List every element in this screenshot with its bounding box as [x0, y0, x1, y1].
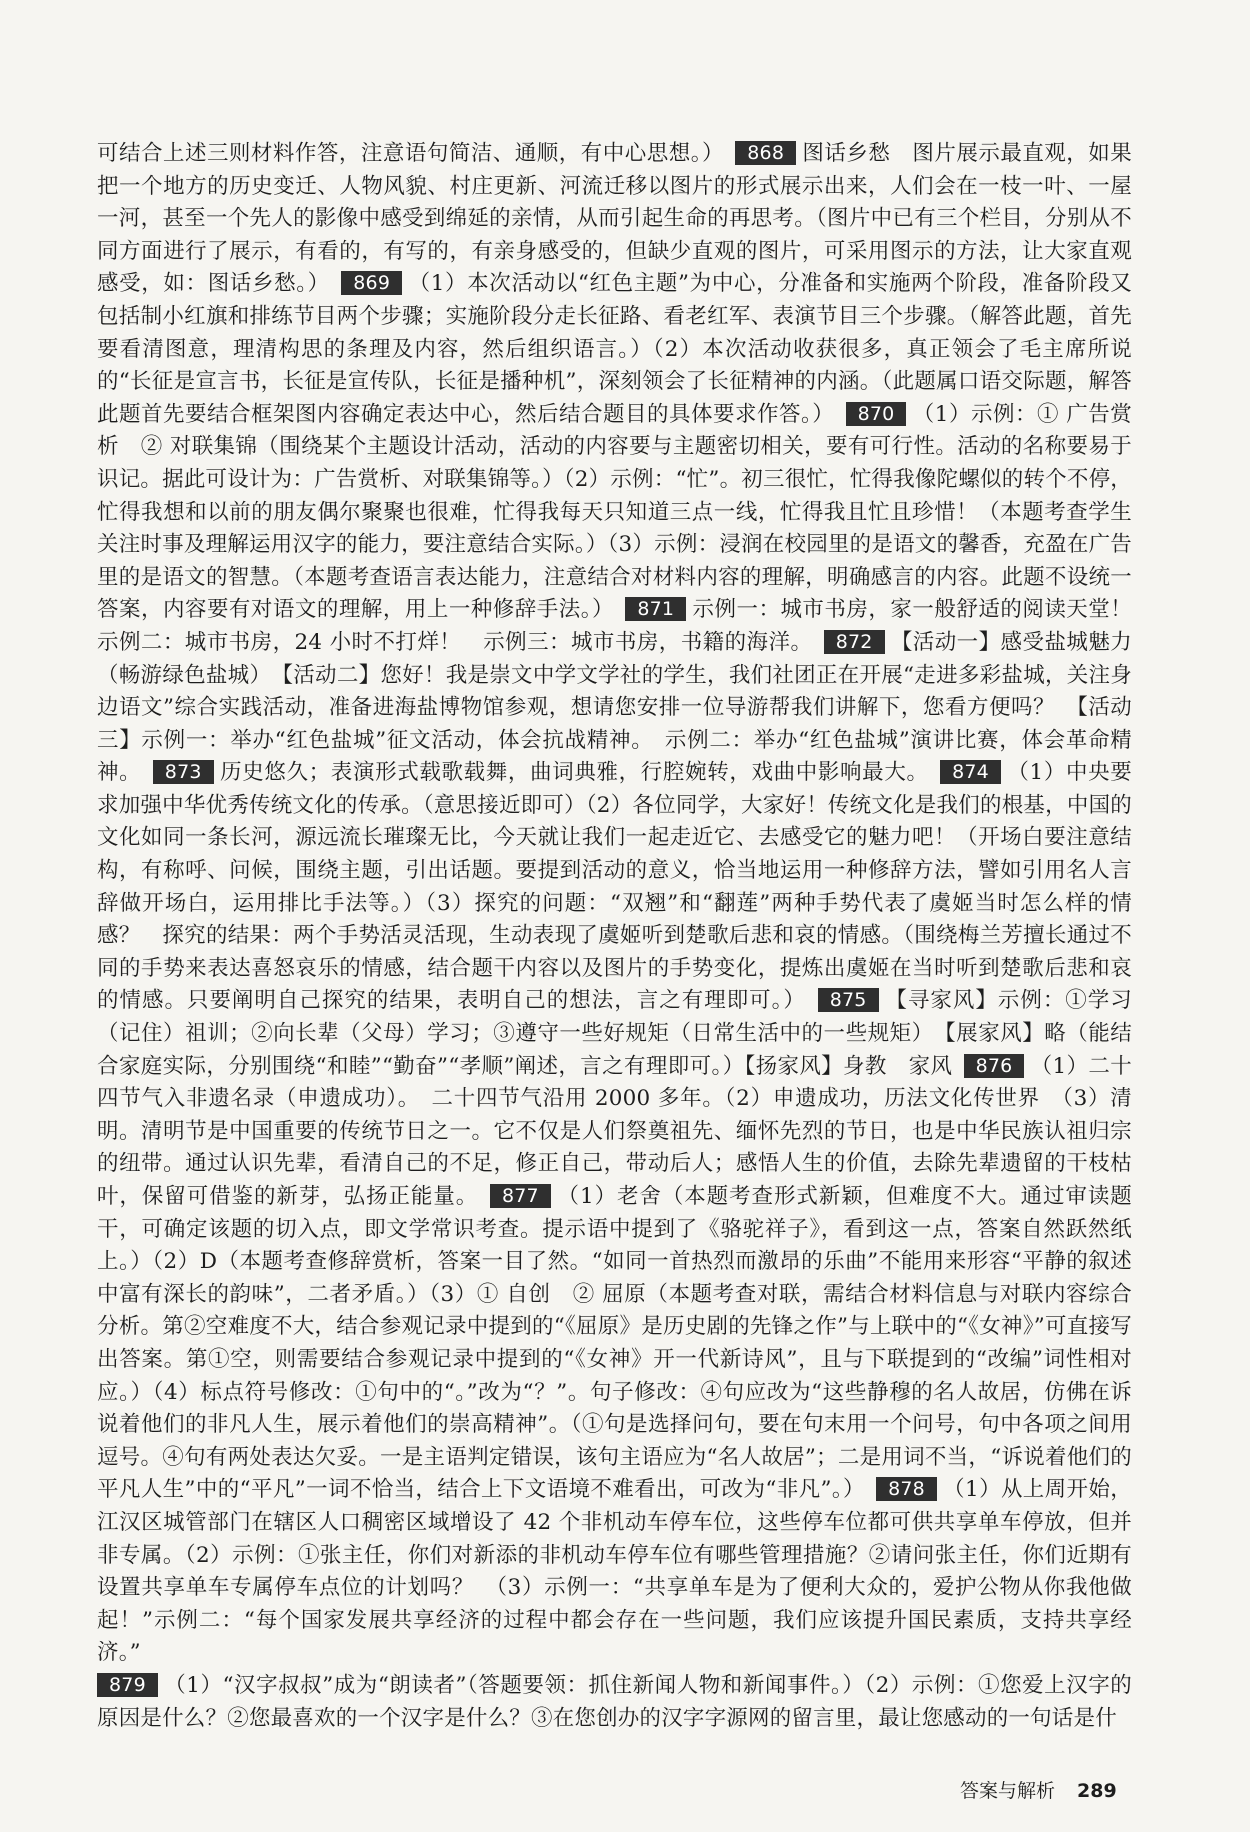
answer-number-877: 877 — [490, 1184, 551, 1208]
answer-number-873: 873 — [153, 760, 214, 784]
answer-number-879: 879 — [97, 1673, 158, 1697]
answer-number-876: 876 — [964, 1054, 1025, 1078]
answer-text-block — [97, 138, 1154, 1735]
answer-number-870: 870 — [846, 402, 907, 426]
answer-text-877: （1）老舍（本题考查形式新颖，但难度不大。通过审读题干，可确定该题的切入点，即文学常识考查。提示语中提到了《骆驼祥子》，看到这一点，答案自然跃然纸上。）（2）D（本题考查修辞赏析，答案一目了然。“如同一首热烈而激昂的乐曲”不能用来形容“平静的叙述中富有深长的韵味”，二者矛盾。）（3）① 自创 ② 屈原（本题考查对联，需结合材料信息与对联内容综合分析。第②空难度不大，结合参观记录中提到的“《屈原》是历史剧的先锋之作”与上联中的“《女神》”可直接写出答案。第①空，则需要结合参观记录中提到的“《女神》开一代新诗风”，且与下联提到的“改编”词性相对应。）（4）标点符号修改：①句中的“。”改为“？”。句子修改：④句应改为“这些静穆的名人故居，仿佛在诉说着他们的非凡人生，展示着他们的崇高精神”。（①句是选择问句，要在句末用一个问号，句中各项之间用逗号。④句有两处表达欠妥。一是主语判定错误，该句主语应为“名人故居”；二是用词不当，“诉说着他们的平凡人生”中的“平凡”一词不恰当，结合上下文语境不难看出，可改为“非凡”。） — [97, 1184, 1132, 1503]
answer-number-874: 874 — [940, 760, 1001, 784]
answer-text-871: 示例一：城市书房，家一般舒适的阅读天堂！ 示例二：城市书房，24 小时不打烊！ 示例三：城市书房，书籍的海洋。 — [97, 597, 1154, 655]
answer-number-871: 871 — [625, 597, 686, 621]
answer-text-870: （1）示例：① 广告赏析 ② 对联集锦（围绕某个主题设计活动，活动的内容要与主题密切相关，要有可行性。活动的名称要易于识记。据此可设计为：广告赏析、对联集锦等。）（2）示例：“忙”。初三很忙，忙得我像陀螺似的转个不停，忙得我想和以前的朋友偶尔聚聚也很难，忙得我每天只知道三点一线，忙得我且忙且珍惜！（本题考查学生关注时事及理解运用汉字的能力，要注意结合实际。）（3）示例：浸润在校园里的是语文的馨香，充盈在广告里的是语文的智慧。（本题考查语言表达能力，注意结合对材料内容的理解，明确感言的内容。此题不设统一答案，内容要有对语文的理解，用上一种修辞手法。） — [97, 401, 1132, 623]
page-number: 289 — [1077, 1780, 1117, 1802]
answer-text-878: （1）从上周开始，江汉区城管部门在辖区人口稠密区域增设了 42 个非机动车停车位，这些停车位都可供共享单车停放，但并非专属。（2）示例：①张主任，你们对新添的非机动车停车位有哪些管理措施？②请问张主任，你们近期有设置共享单车专属停车点位的计划吗？ （3）示例一：“共享单车是为了便利大众的，爱护公物从你我他做起！”示例二：“每个国家发展共享经济的过程中都会存在一些问题，我们应该提升国民素质，支持共享经济。” — [97, 1477, 1133, 1666]
answer-text-875: 【寻家风】示例：①学习（记住）祖训；②向长辈（父母）学习；③遵守一些好规矩（日常生活中的一些规矩） 【展家风】略（能结合家庭实际，分别围绕“和睦”“勤奋”“孝顺”阐述，言之有理即可。）【扬家风】身教 家风 — [97, 988, 1132, 1079]
answer-number-878: 878 — [876, 1477, 937, 1501]
answer-text-874: （1）中央要求加强中华优秀传统文化的传承。（意思接近即可）（2）各位同学，大家好！传统文化是我们的根基，中国的文化如同一条长河，源远流长璀璨无比，今天就让我们一起走近它、去感受它的魅力吧！（开场白要注意结构，有称呼、问候，围绕主题，引出话题。要提到活动的意义，恰当地运用一种修辞方法，譬如引用名人言辞做开场白，运用排比手法等。）（3）探究的问题：“双翘”和“翻莲”两种手势代表了虞姬当时怎么样的情感？ 探究的结果：两个手势活灵活现，生动表现了虞姬听到楚歌后悲和哀的情感。（围绕梅兰芳擅长通过不同的手势来表达喜怒哀乐的情感，结合题干内容以及图片的手势变化，提炼出虞姬在当时听到楚歌后悲和哀的情感。只要阐明自己探究的结果，表明自己的想法，言之有理即可。） — [97, 760, 1132, 1014]
answer-number-875: 875 — [818, 988, 879, 1012]
answer-text-869: （1）本次活动以“红色主题”为中心，分准备和实施两个阶段，准备阶段又包括制小红旗和排练节目两个步骤；实施阶段分走长征路、看老红军、表演节目三个步骤。（解答此题，首先要看清图意，理清构思的条理及内容，然后组织语言。）（2）本次活动收获很多，真正领会了毛主席所说的“长征是宣言书，长征是宣传队，长征是播种机”，深刻领会了长征精神的内涵。（此题属口语交际题，解答此题首先要结合框架图内容确定表达中心，然后结合题目的具体要求作答。） — [97, 271, 1133, 427]
answer-number-869: 869 — [341, 271, 402, 295]
page-footer — [960, 1776, 1117, 1803]
answer-text-868: 图话乡愁 图片展示最直观，如果把一个地方的历史变迁、人物风貌、村庄更新、河流迁移以图片的形式展示出来，人们会在一枝一叶、一屋一河，甚至一个先人的影像中感受到绵延的亲情，从而引起生命的再思考。（图片中已有三个栏目，分别从不同方面进行了展示，有看的，有写的，有亲身感受的，但缺少直观的图片，可采用图示的方法，让大家直观感受，如：图话乡愁。） — [97, 141, 1132, 297]
answer-text-872: 【活动一】感受盐城魅力（畅游绿色盐城） 【活动二】您好！我是崇文中学文学社的学生，我们社团正在开展“走进多彩盐城，关注身边语文”综合实践活动，准备进海盐博物馆参观，想请您安排一位导游帮我们讲解下，您看方便吗？ 【活动三】示例一：举办“红色盐城”征文活动，体会抗战精神。 示例二：举办“红色盐城”演讲比赛，体会革命精神。 — [97, 629, 1132, 786]
answer-text-873: 历史悠久；表演形式载歌载舞，曲词典雅，行腔婉转，戏曲中影响最大。 — [219, 760, 929, 786]
intro-text: 可结合上述三则材料作答，注意语句简洁、通顺，有中心思想。） — [97, 141, 724, 166]
footer-section-label: 答案与解析 — [960, 1780, 1056, 1802]
answer-text-879: （1）“汉字叔叔”成为“朗读者”（答题要领：抓住新闻人物和新闻事件。）（2）示例：①您爱上汉字的原因是什么？②您最喜欢的一个汉字是什么？③在您创办的汉字字源网的留言里，最让您感动的一句话是什 — [97, 1672, 1132, 1731]
answer-text-876: （1）二十四节气入非遗名录（申遗成功）。 二十四节气沿用 2000 多年。（2）申遗成功，历法文化传世界 （3）清明。清明节是中国重要的传统节日之一。它不仅是人们祭奠祖先、缅怀先烈的节日，也是中华民族认祖归宗的纽带。通过认识先辈，看清自己的不足，修正自己，带动后人；感悟人生的价值，去除先辈遗留的干枝枯叶，保留可借鉴的新芽，弘扬正能量。 — [97, 1053, 1132, 1209]
answer-number-872: 872 — [824, 630, 885, 654]
answer-number-868: 868 — [735, 141, 796, 165]
